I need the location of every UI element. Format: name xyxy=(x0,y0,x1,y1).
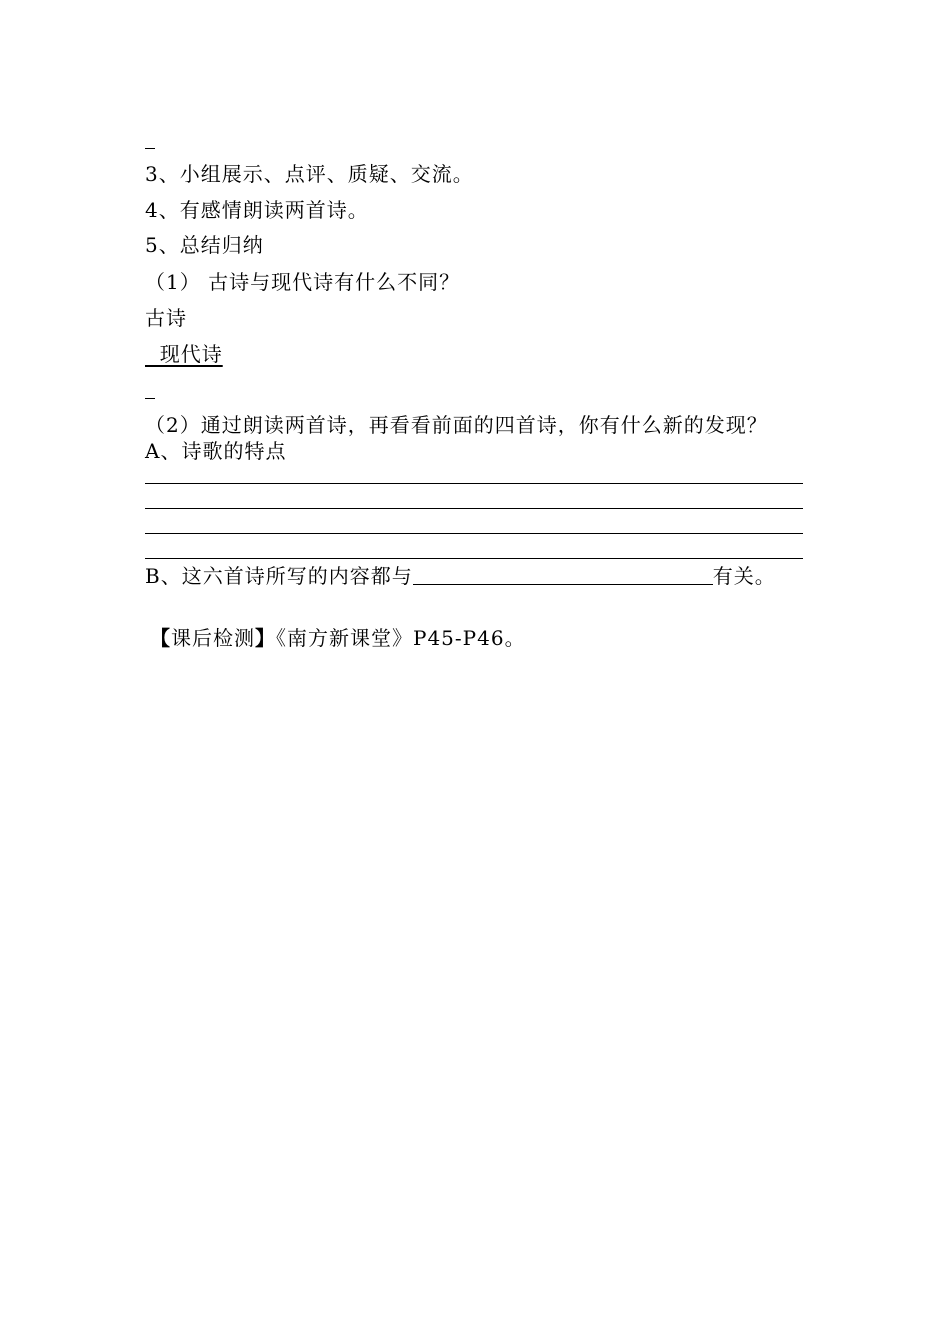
question-1-text: （1） 古诗与现代诗有什么不同？ xyxy=(145,270,461,294)
modern-poem-label xyxy=(145,342,223,366)
answer-line-2[interactable] xyxy=(145,508,803,509)
step-5-text: 5、总结归纳 xyxy=(145,233,264,257)
answer-a-label: A、诗歌的特点 xyxy=(145,439,287,463)
short-rule-middle xyxy=(145,398,155,399)
check-bracket-close: 】 xyxy=(255,626,276,650)
answer-line-1[interactable] xyxy=(145,483,803,484)
check-reference: 《南方新课堂》P45-P46。 xyxy=(276,626,526,650)
answer-b-line xyxy=(145,564,776,588)
check-title: 课后检测 xyxy=(171,626,255,650)
modern-poem-text: 现代诗 xyxy=(145,342,223,366)
step-4-text: 4、有感情朗读两首诗。 xyxy=(145,198,369,222)
question-2-text: （2）通过朗读两首诗，再看看前面的四首诗，你有什么新的发现？ xyxy=(145,413,768,437)
answer-b-prefix: B、这六首诗所写的内容都与 xyxy=(145,564,413,588)
answer-b-suffix: 有关。 xyxy=(712,564,776,588)
step-3-text: 3、小组展示、点评、质疑、交流。 xyxy=(145,162,474,186)
check-bracket-open: 【 xyxy=(150,626,171,650)
short-rule-top xyxy=(145,148,155,149)
answer-b-blank[interactable] xyxy=(413,564,713,585)
answer-line-3[interactable] xyxy=(145,533,803,534)
ancient-poem-label: 古诗 xyxy=(145,306,187,330)
after-class-check xyxy=(150,626,526,650)
answer-line-4[interactable] xyxy=(145,558,803,559)
